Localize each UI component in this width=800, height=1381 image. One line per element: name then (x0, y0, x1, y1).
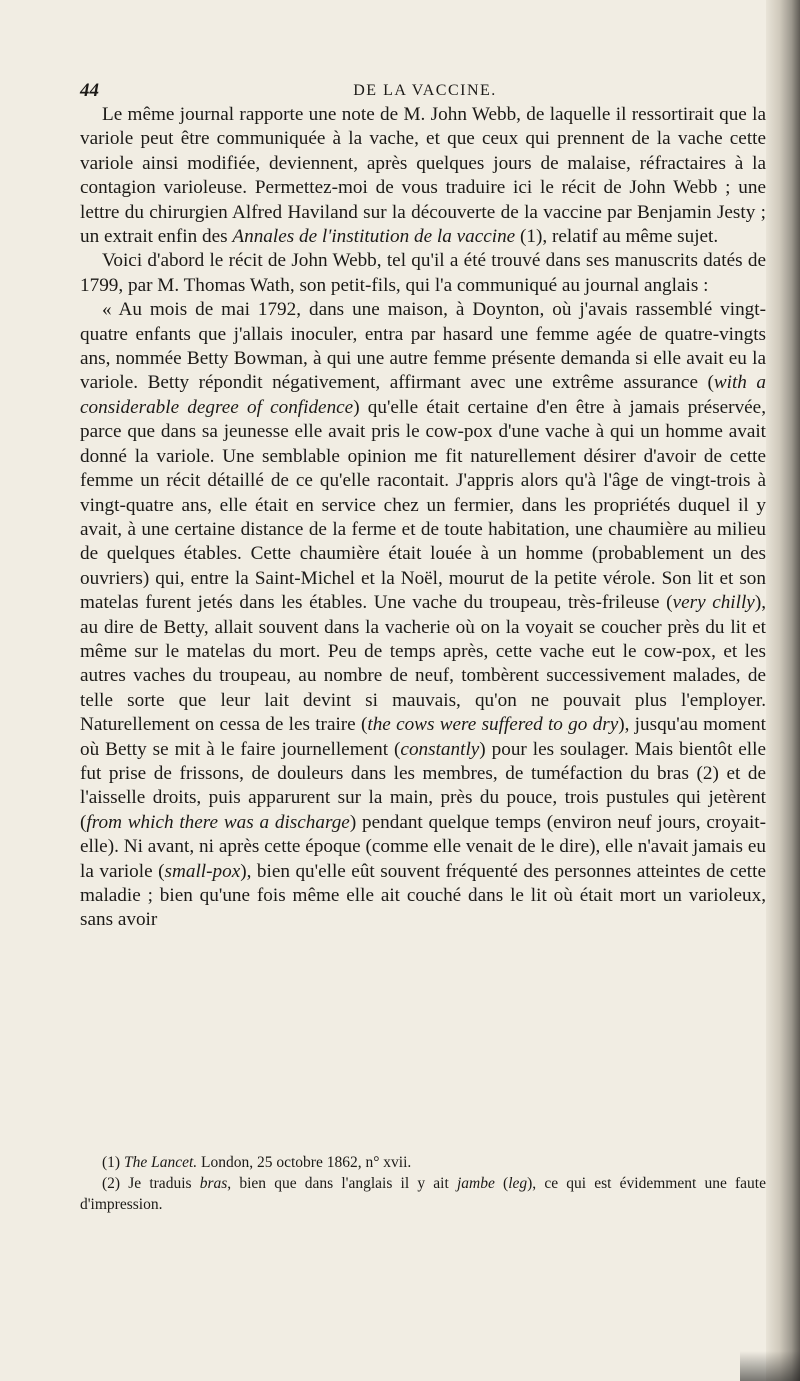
text-run: ) qu'elle était certaine d'en être à jamais préservée, parce que dans sa jeunesse elle avait pris le cow-pox d'une vache à qui un homme avait donné la variole. Une semblable opinion me fit naturellement désirer d'avoir de cette femme un récit détaillé de ce qu'elle racontait. J'appris alors qu'à l'âge de vingt-trois à vingt-quatre ans, elle était en service chez un fermier, dans les propriétés duquel il y avait, à une certaine distance de la ferme et de toute habitation, une chaumière au milieu de quelques étables. Cette chaumière était louée à un homme (probablement un des ouvriers) qui, entre la Saint-Michel et la Noël, mourut de la petite vérole. Son lit et son matelas furent jetés dans les étables. Une vache du troupeau, très-frileuse ( (80, 396, 766, 614)
italic-text: the cows were suffered to go dry (367, 714, 619, 736)
paragraph-2 (80, 249, 766, 298)
text-run: ), bien qu'elle eût souvent fréquenté des personnes atteintes de cette maladie ; bien qu'une fois même elle ait couché dans le lit où était mort un varioleux, sans avoir (80, 860, 766, 931)
italic-text: jambe (456, 1175, 495, 1192)
text-run: ( (494, 1175, 509, 1192)
text-run: London, 25 octobre 1862, n° xvii. (197, 1154, 412, 1171)
text-run: ), jusqu'au moment où Betty se mit à le faire journellement ( (80, 714, 766, 760)
text-run: Le même journal rapporte une note de M. John Webb, de laquelle il ressortirait que la variole peut être communiquée à la vache, et que ceux qui prennent de la vache cette variole ainsi modifiée, deviennent, après quelques jours de malaise, réfractaires à la contagion varioleuse. Permettez-moi de vous traduire ici le récit de John Webb ; une lettre du chirurgien Alfred Haviland sur la découverte de la vaccine par Benjamin Jesty ; un extrait enfin des (80, 104, 766, 248)
italic-text: with a considerable degree of confidence (80, 372, 766, 418)
italic-text: bras (199, 1175, 228, 1192)
text-run: « Au mois de mai 1792, dans une maison, à Doynton, où j'avais rassemblé vingt-quatre enfants que j'allais inoculer, entra par hasard une femme agée de quatre-vingts ans, nommée Betty Bowman, à qui une autre femme présente demanda si elle avait eu la variole. Betty répondit négativement, affirmant avec une extrême assurance ( (80, 299, 766, 394)
italic-text: constantly (400, 738, 480, 760)
italic-text: very chilly (672, 592, 755, 614)
footnote-1 (80, 1152, 766, 1173)
page-number: 44 (80, 80, 99, 101)
footnotes (80, 1152, 766, 1215)
italic-text: from which there was a discharge (86, 811, 350, 833)
body-text (80, 103, 766, 933)
italic-text: The Lancet. (123, 1154, 198, 1171)
text-run: ) pendant quelque temps (environ neuf jours, croyait-elle). Ni avant, ni après cette époque (comme elle venait de le dire), elle n'avait jamais eu la variole ( (80, 811, 766, 882)
text-run: Voici d'abord le récit de John Webb, tel qu'il a été trouvé dans ses manuscrits datés de 1799, par M. Thomas Wath, son petit-fils, qui l'a communiqué au journal anglais : (80, 250, 766, 296)
text-run: ), au dire de Betty, allait souvent dans la vacherie où on la voyait se coucher près du lit et même sur le matelas du mort. Peu de temps après, cette vache eut le cow-pox, et les autres vaches du troupeau, au nombre de neuf, tombèrent successivement malades, de telle sorte que leur lait devint si mauvais, qu'on ne pouvait plus l'employer. Naturellement on cessa de les traire ( (80, 592, 767, 736)
paragraph-3 (80, 298, 766, 933)
text-run: (1) (102, 1154, 124, 1171)
paragraph-1 (80, 103, 766, 249)
footnote-2 (80, 1173, 766, 1215)
text-run: ) pour les soulager. Mais bientôt elle fut prise de frissons, de douleurs dans les membres, de tuméfaction du bras (2) et de l'aisselle droits, puis apparurent sur la main, près du pouce, trois pustules qui jetèrent ( (80, 738, 766, 833)
italic-text: Annales de l'institution de la vaccine (232, 226, 516, 248)
text-run: , bien que dans l'anglais il y ait (227, 1175, 457, 1192)
text-run: (2) Je traduis (102, 1175, 200, 1192)
page-edge-shadow (766, 0, 800, 1381)
page-corner-shadow (740, 1351, 800, 1381)
text-run: ), ce qui est évidemment une faute d'impression. (80, 1175, 766, 1213)
italic-text: leg (508, 1175, 528, 1192)
running-title: DE LA VACCINE. (353, 82, 497, 99)
italic-text: small-pox (164, 860, 241, 882)
text-run: (1), relatif au même sujet. (515, 226, 719, 248)
